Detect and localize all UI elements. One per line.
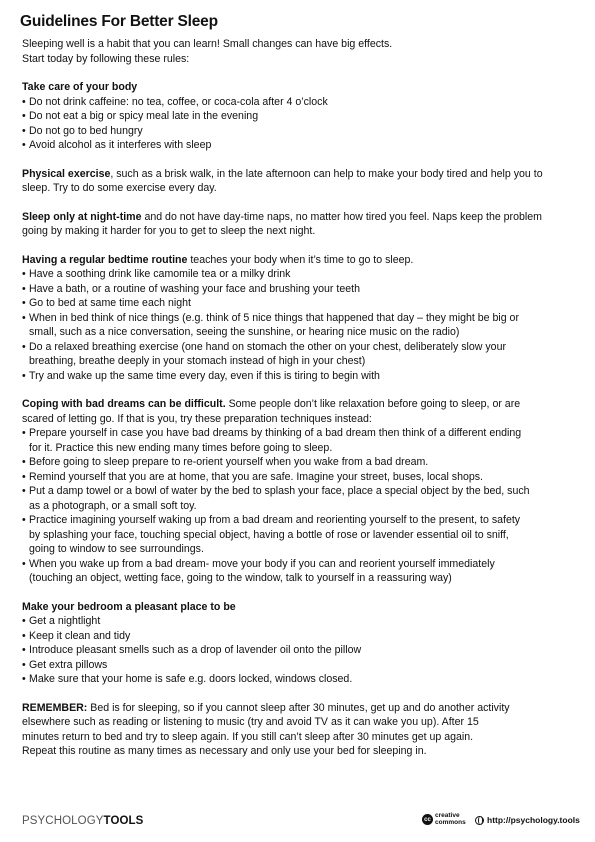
list-item: • Do not eat a big or spicy meal late in the evening [22,109,582,124]
list-item: • Get extra pillows [22,658,582,673]
exercise-paragraph [22,167,582,182]
exercise-text: sleep. Try to do some exercise every day. [22,182,217,194]
page-title: Guidelines For Better Sleep [20,13,218,30]
intro-line: Sleeping well is a habit that you can learn! Small changes can have big effects. [22,38,393,50]
list-item-text: • When you wake up from a bad dream- move your body if you can and reorient yourself immediately [29,557,495,570]
list-item [22,369,582,384]
list-item-text: • Practice imagining yourself waking up from a bad dream and reorienting yourself to the present, to safety [29,514,521,526]
list-item-text: • Remind yourself that you are at home, that you are safe. Imagine your street, buses, local shops. [29,470,484,483]
list-item [22,557,582,586]
body-care-heading: Take care of your body [22,81,138,93]
document-body [22,12,582,759]
bedroom-list [22,614,582,687]
list-item-text: by splashing your face, touching special object, having a bottle of rose or lavender essential oil to sniff, [29,528,509,541]
list-item: • Do not drink caffeine: no tea, coffee, or coca-cola after 4 o’clock [22,95,582,110]
list-item-text: going to window to see surroundings. [29,543,204,555]
page-footer [0,812,595,832]
list-item-text: • When in bed think of nice things (e.g. think of 5 nice things that happened that day – they might be big or [29,311,519,324]
list-item [22,311,582,340]
creative-commons-logo [422,813,466,826]
routine-list [22,267,582,383]
list-item: • Make sure that your home is safe e.g. doors locked, windows closed. [22,672,582,687]
list-item-text: (touching an object, wetting face, going to the window, talk to yourself in a reassuring way) [29,572,452,584]
list-item-text: for it. Practice this new ending many times before going to sleep. [29,441,333,454]
list-item-text: small, such as a nice conversation, seeing the sunshine, or hearing nice music on the radio) [29,326,460,338]
logo-text-part: TOOLS [103,815,144,827]
remember-paragraph [22,701,582,716]
list-item-text: breathing, breathe deeply in your stomach instead of high in your chest) [29,355,366,367]
list-item: • Introduce pleasant smells such as a drop of lavender oil onto the pillow [22,643,582,658]
dreams-text: Some people don’t like relaxation before going to sleep, or are [225,398,521,410]
list-item [22,513,582,557]
routine-heading: Having a regular bedtime routine [22,253,188,266]
dreams-heading: Coping with bad dreams can be difficult. [22,398,226,410]
list-item: • Keep it clean and tidy [22,629,582,644]
dreams-paragraph [22,397,582,412]
list-item [22,470,582,485]
remember-text: Repeat this routine as many times as necessary and only use your bed for sleeping in. [22,745,427,757]
list-item-text: • Do a relaxed breathing exercise (one hand on stomach the other on your chest, deliberately slow your [29,340,506,353]
night-text: going by making it harder for you to get to sleep the next night. [22,225,316,237]
night-paragraph [22,210,582,225]
list-item: • Do not go to bed hungry [22,124,582,139]
cc-label-line: creative [435,812,460,819]
routine-paragraph [22,253,582,268]
intro-line: Start today by following these rules: [22,52,190,65]
cc-label [435,813,466,826]
bedroom-heading: Make your bedroom a pleasant place to be [22,600,236,613]
list-item: • Get a nightlight [22,614,582,629]
body-care-list [22,95,582,153]
logo-text-part: PSYCHOLOGY [22,815,104,827]
dreams-text: scared of letting go. If that is you, try these preparation techniques instead: [22,412,372,425]
list-item: • Avoid alcohol as it interferes with sleep [22,138,582,153]
website-url: http://psychology.tools [487,815,580,825]
routine-lead: teaches your body when it’s time to go to sleep. [187,253,414,266]
list-item [22,282,582,297]
night-text: and do not have day-time naps, no matter how tired you feel. Naps keep the problem [141,210,542,223]
remember-heading: REMEMBER: [22,701,88,714]
website-link[interactable] [475,815,580,825]
list-item-text: Try and wake up the same time every day, even if this is tiring to begin with [29,369,380,382]
night-heading: Sleep only at night-time [22,210,142,223]
list-item-text: Have a soothing drink like camomile tea or a milky drink [29,268,291,280]
list-item-text: • Before going to sleep prepare to re-orient yourself when you wake from a bad dream. [29,456,429,468]
list-item [22,267,582,282]
exercise-text: , such as a brisk walk, in the late afternoon can help to make your body tired and help you to [110,167,543,180]
list-item [22,455,582,470]
list-item-text: Go to bed at same time each night [29,297,191,309]
list-item-text: Have a bath, or a routine of washing your face and brushing your teeth [29,282,360,295]
cc-label-line: commons [435,818,466,826]
psychology-tools-logo [22,815,143,827]
list-item-text: as a photograph, or a small soft toy. [29,499,197,512]
dreams-list [22,426,582,586]
list-item [22,426,582,455]
list-item [22,340,582,369]
exercise-heading: Physical exercise [22,167,111,180]
list-item [22,484,582,513]
remember-text: Bed is for sleeping, so if you cannot sleep after 30 minutes, get up and do another activity [87,701,510,714]
list-item [22,296,582,311]
list-item-text: • Prepare yourself in case you have bad dreams by thinking of a bad dream then think of a different ending [29,427,522,439]
globe-icon [475,816,484,825]
list-item-text: • Put a damp towel or a bowl of water by the bed to splash your face, place a special object by the bed, such [29,485,530,497]
remember-text: elsewhere such as reading or listening to music (try and avoid TV as it can wake you up). After 15 [22,716,479,728]
cc-icon: cc [422,814,433,825]
remember-text: minutes return to bed and try to sleep again. If you still can’t sleep after 30 minutes get up again. [22,730,474,743]
